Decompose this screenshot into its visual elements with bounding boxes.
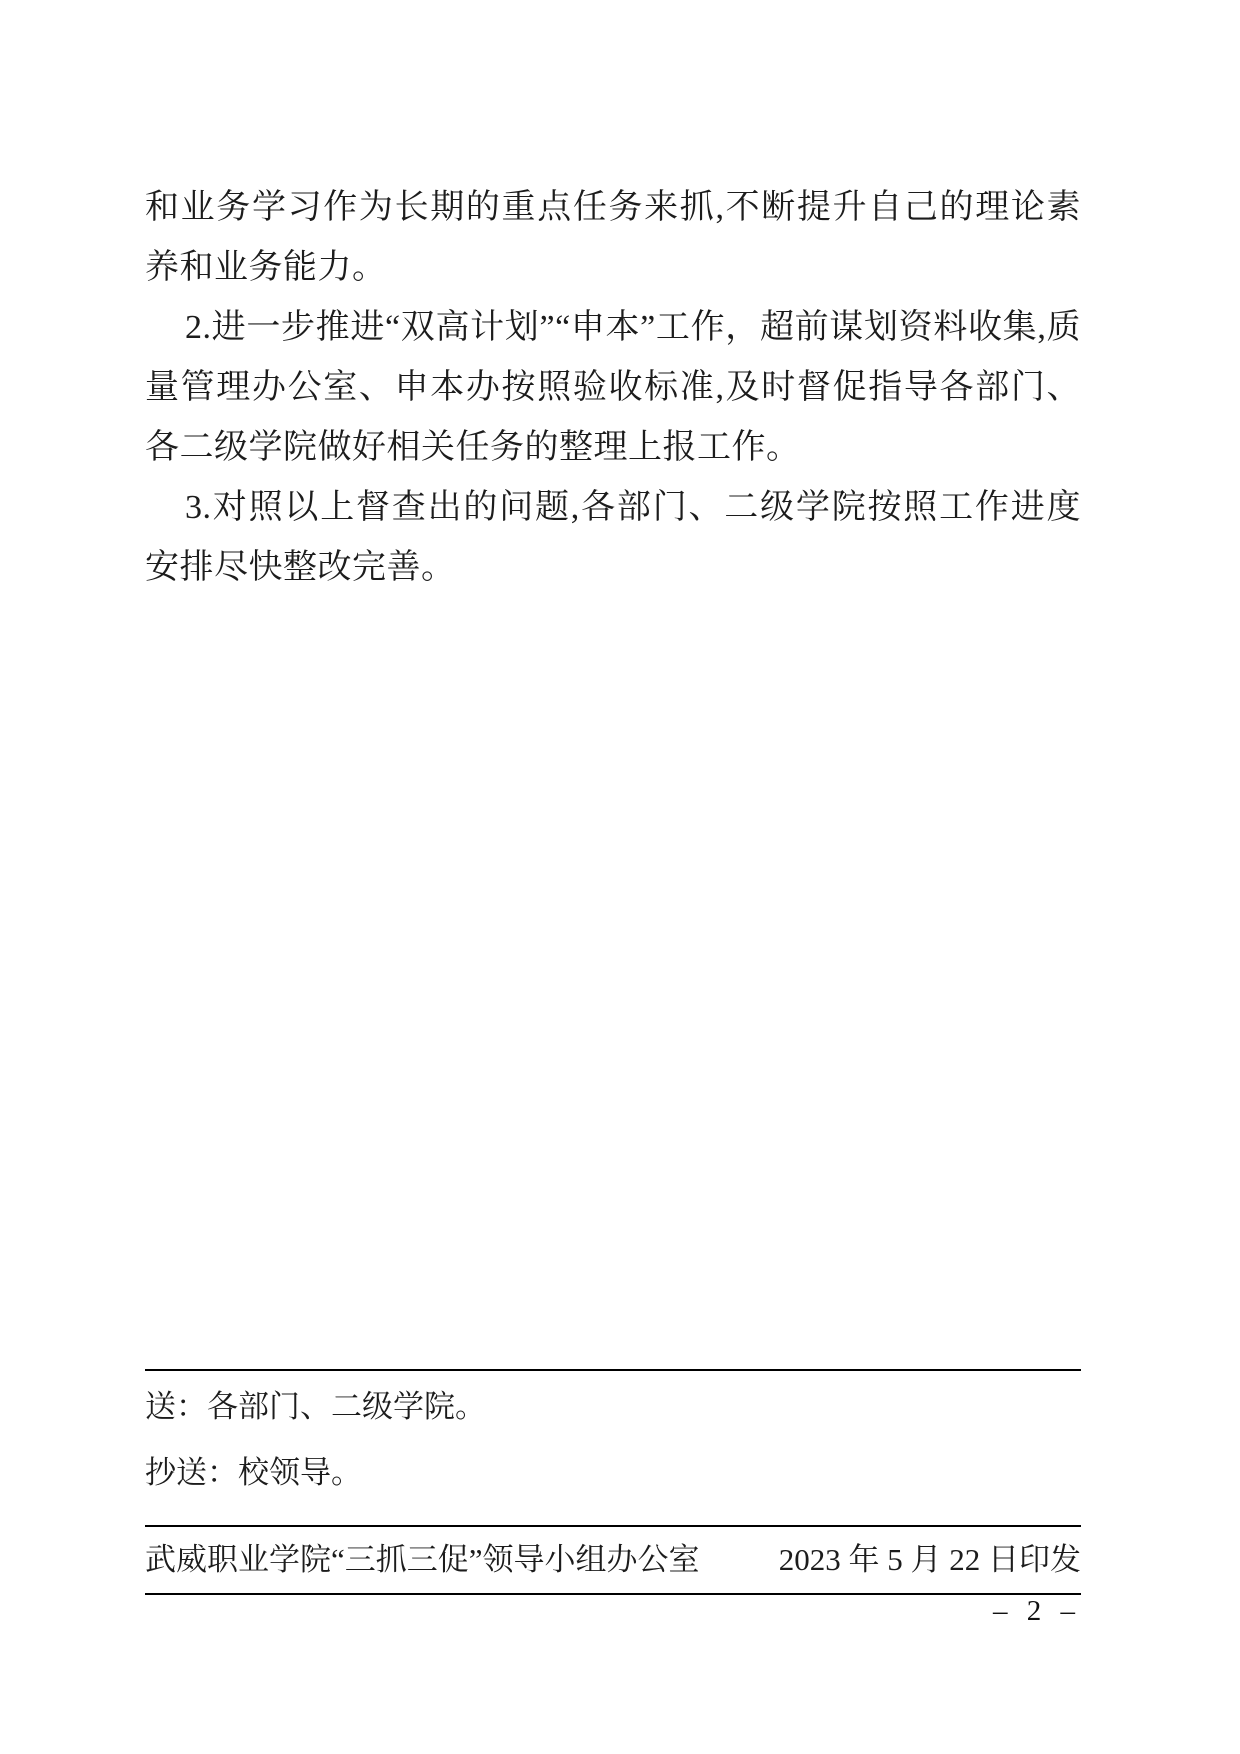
page-number: – 2 – (993, 1595, 1081, 1627)
imprint-middle-rule (145, 1525, 1081, 1527)
paragraph-item-3: 3.对照以上督查出的问题,各部门、二级学院按照工作进度安排尽快整改完善。 (145, 489, 1081, 586)
paragraph-item-2: 2.进一步推进“双高计划”“申本”工作，超前谋划资料收集,质量管理办公室、申本办按照验收标准,及时督促指导各部门、各二级学院做好相关任务的整理上报工作。 (145, 309, 1081, 466)
cc-line: 抄送：校领导。 (145, 1455, 362, 1490)
issuing-office: 武威职业学院“三抓三促”领导小组办公室 (145, 1542, 700, 1577)
document-body (145, 178, 1081, 598)
send-to-line: 送：各部门、二级学院。 (145, 1389, 486, 1424)
issue-line (145, 1540, 1081, 1580)
imprint-top-rule (145, 1369, 1081, 1371)
print-date: 2023 年 5 月 22 日印发 (778, 1542, 1081, 1577)
document-imprint-block (145, 1369, 1081, 1595)
paragraph-continuation: 和业务学习作为长期的重点任务来抓,不断提升自己的理论素养和业务能力。 (145, 189, 1081, 286)
